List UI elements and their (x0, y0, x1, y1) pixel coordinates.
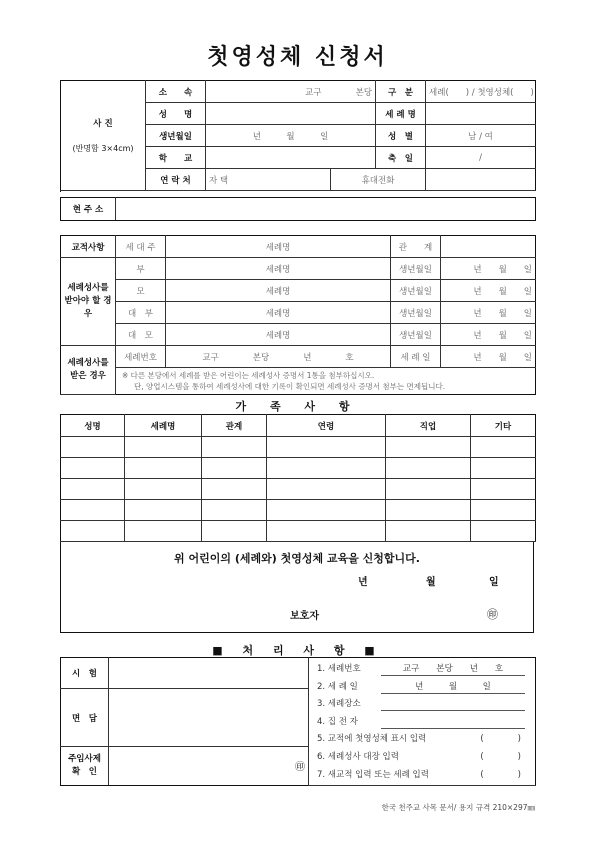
guardian-seal-icon: ㊞ (487, 608, 498, 621)
baptism-date-label: 세 례 일 (391, 346, 441, 368)
godfather-birth-label: 생년월일 (391, 302, 441, 324)
date-month-label: 월 (426, 577, 436, 588)
registration-label: 교적사항 (61, 236, 116, 258)
photo-label: 사 진 (93, 119, 113, 129)
family-cell[interactable] (267, 479, 386, 500)
photo-size-label: (반명함 3×4cm) (72, 144, 134, 153)
family-section-title: 가 족 사 항 (235, 400, 360, 413)
family-row (61, 521, 536, 542)
relation-field[interactable] (441, 236, 536, 258)
processing-item-label: 2. 세 례 일 (317, 681, 358, 692)
family-row (61, 500, 536, 521)
family-cell[interactable] (267, 521, 386, 542)
processing-item (317, 662, 527, 680)
must-be-baptized-label: 세례성사를 받아야 할 경우 (61, 258, 116, 346)
affiliation-field[interactable]: 교구 본당 (206, 81, 376, 103)
address-table (60, 197, 536, 221)
father-birth-label: 생년월일 (391, 258, 441, 280)
family-cell[interactable] (386, 458, 471, 479)
processing-items (309, 658, 536, 786)
family-cell[interactable] (125, 500, 202, 521)
processing-item-label: 1. 세례번호 (317, 664, 361, 674)
contact-label: 연 락 처 (146, 169, 206, 191)
family-header-baptismal-name: 세례명 (125, 415, 202, 437)
family-cell[interactable] (61, 500, 125, 521)
family-cell[interactable] (61, 479, 125, 500)
family-cell[interactable] (267, 500, 386, 521)
baptism-note-line-1: ※ 다른 본당에서 세례를 받은 어린이는 세례성사 증명서 1통을 첨부하십시오. (122, 371, 375, 380)
family-cell[interactable] (386, 479, 471, 500)
family-cell[interactable] (125, 479, 202, 500)
affiliation-label: 소 속 (146, 81, 206, 103)
father-label: 부 (116, 258, 166, 280)
parish-table (60, 235, 536, 395)
baptism-note-line-2: 단, 양업시스템을 통하여 세례성사에 대한 기록이 확인되면 세례성사 증명서 첨부는 면제됩니다. (134, 382, 446, 391)
processing-item-value[interactable]: 교구 본당 년 호 (381, 662, 525, 676)
godmother-baptismal-name[interactable]: 세례명 (166, 324, 391, 346)
pastor-confirm-label: 주임사제 확 인 (61, 746, 109, 785)
processing-item-value[interactable]: ( ) (480, 769, 521, 780)
family-cell[interactable] (267, 437, 386, 458)
family-cell[interactable] (202, 437, 267, 458)
godmother-label: 대 모 (116, 324, 166, 346)
processing-section-title: ■ 처 리 사 항 ■ (212, 644, 383, 657)
family-cell[interactable] (386, 437, 471, 458)
gender-field[interactable]: 남 / 여 (426, 125, 536, 147)
footer-text: 한국 천주교 사목 문서/ 용지 규격 210×297㎜ (381, 803, 535, 812)
family-cell[interactable] (125, 521, 202, 542)
school-label: 학 교 (146, 147, 206, 169)
name-label: 성 명 (146, 103, 206, 125)
godfather-birth-field[interactable]: 년 월 일 (441, 302, 536, 324)
processing-item-value[interactable] (381, 697, 525, 711)
exam-field[interactable] (109, 658, 309, 689)
family-cell[interactable] (202, 521, 267, 542)
household-head-label: 세 대 주 (116, 236, 166, 258)
family-cell[interactable] (471, 500, 536, 521)
family-cell[interactable] (471, 437, 536, 458)
family-header-occupation: 직업 (386, 415, 471, 437)
family-row (61, 458, 536, 479)
name-field[interactable] (206, 103, 376, 125)
applicant-table (60, 80, 536, 191)
baptism-number-label: 세례번호 (116, 346, 166, 368)
godmother-birth-field[interactable]: 년 월 일 (441, 324, 536, 346)
processing-item-value[interactable]: ( ) (480, 751, 521, 762)
family-cell[interactable] (202, 479, 267, 500)
baptism-note (116, 368, 536, 395)
processing-item-label: 7. 새교적 입력 또는 세례 입력 (317, 769, 429, 780)
mother-birth-field[interactable]: 년 월 일 (441, 280, 536, 302)
birthdate-label: 생년월일 (146, 125, 206, 147)
processing-item-value[interactable]: 년 월 일 (381, 680, 525, 694)
interview-field[interactable] (109, 689, 309, 747)
godfather-baptismal-name[interactable]: 세례명 (166, 302, 391, 324)
statement-box (60, 542, 534, 633)
processing-item (317, 680, 527, 698)
category-field[interactable]: 세례( ) / 첫영성체( ) (426, 81, 536, 103)
birthdate-field[interactable]: 년 월 일 (206, 125, 376, 147)
relation-label: 관 계 (391, 236, 441, 258)
feast-day-field[interactable]: / (426, 147, 536, 169)
address-label: 현 주 소 (61, 198, 116, 221)
family-row (61, 437, 536, 458)
exam-label: 시 험 (61, 658, 109, 689)
processing-item-value[interactable] (381, 715, 525, 729)
photo-box (61, 81, 146, 191)
home-phone-field[interactable] (206, 169, 331, 191)
family-cell[interactable] (386, 500, 471, 521)
family-cell[interactable] (61, 458, 125, 479)
family-cell[interactable] (202, 458, 267, 479)
guardian-label: 보호자 (290, 611, 319, 622)
family-cell[interactable] (61, 521, 125, 542)
processing-item (317, 732, 527, 750)
interview-label: 면 담 (61, 689, 109, 747)
family-header-relation: 관계 (202, 415, 267, 437)
mobile-field[interactable] (426, 169, 536, 191)
mother-baptismal-name[interactable]: 세례명 (166, 280, 391, 302)
date-year-label: 년 (358, 577, 368, 588)
family-header-other: 기타 (471, 415, 536, 437)
date-day-label: 일 (489, 577, 499, 588)
processing-item-value[interactable]: ( ) (480, 734, 521, 745)
baptism-date-field[interactable]: 년 월 일 (441, 346, 536, 368)
baptism-number-field[interactable]: 교구 본당 년 호 (166, 346, 391, 368)
processing-item (317, 768, 527, 786)
mobile-label: 휴대전화 (331, 169, 426, 191)
family-header-age: 연령 (267, 415, 386, 437)
father-birth-field[interactable]: 년 월 일 (441, 258, 536, 280)
family-cell[interactable] (471, 458, 536, 479)
processing-item-label: 3. 세례장소 (317, 699, 361, 710)
feast-day-label: 축 일 (376, 147, 426, 169)
processing-item (317, 697, 527, 715)
family-cell[interactable] (386, 521, 471, 542)
father-baptismal-name[interactable]: 세례명 (166, 258, 391, 280)
family-cell[interactable] (471, 479, 536, 500)
household-baptismal-name[interactable]: 세례명 (166, 236, 391, 258)
family-cell[interactable] (125, 437, 202, 458)
family-cell[interactable] (267, 458, 386, 479)
processing-item-label: 5. 교적에 첫영성체 표시 입력 (317, 734, 427, 745)
godfather-label: 대 부 (116, 302, 166, 324)
family-row (61, 479, 536, 500)
category-label: 구 분 (376, 81, 426, 103)
address-field[interactable] (116, 198, 536, 221)
processing-item-label: 6. 세례성사 대장 입력 (317, 751, 399, 762)
processing-item (317, 715, 527, 733)
family-cell[interactable] (61, 437, 125, 458)
mother-birth-label: 생년월일 (391, 280, 441, 302)
baptismal-name-label: 세 례 명 (376, 103, 426, 125)
processing-item (317, 750, 527, 768)
family-cell[interactable] (125, 458, 202, 479)
pastor-seal-icon: ㊞ (109, 746, 309, 785)
family-cell[interactable] (202, 500, 267, 521)
family-header-name: 성명 (61, 415, 125, 437)
family-cell[interactable] (471, 521, 536, 542)
baptismal-name-field[interactable] (426, 103, 536, 125)
processing-item-label: 4. 집 전 자 (317, 716, 358, 727)
school-field[interactable] (206, 147, 376, 169)
godmother-birth-label: 생년월일 (391, 324, 441, 346)
family-table (60, 414, 536, 542)
mother-label: 모 (116, 280, 166, 302)
home-phone-label: 자 택 (209, 175, 229, 186)
processing-table (60, 657, 536, 786)
page-title: 첫영성체 신청서 (207, 44, 388, 70)
gender-label: 성 별 (376, 125, 426, 147)
statement-text: 위 어린이의 (세례와) 첫영성체 교육을 신청합니다. (174, 552, 420, 565)
baptized-label: 세례성사를 받은 경우 (61, 346, 116, 395)
